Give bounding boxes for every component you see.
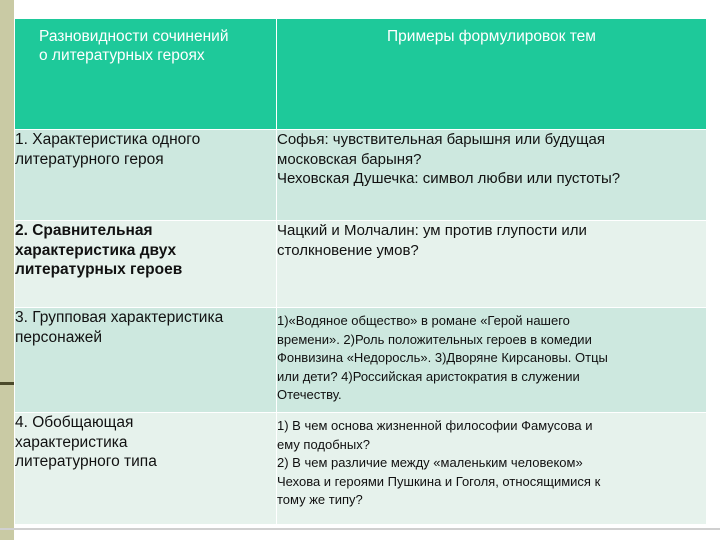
topic-examples-cell bbox=[277, 308, 707, 413]
cell-line: 2) В чем различие между «маленьким человеком» bbox=[277, 455, 583, 470]
table-row bbox=[15, 308, 707, 413]
decorative-bottom-line bbox=[0, 528, 720, 530]
topic-examples-cell bbox=[277, 413, 707, 525]
decorative-strip-line bbox=[0, 382, 14, 385]
table-row bbox=[15, 221, 707, 308]
essay-types-table bbox=[14, 18, 707, 525]
cell-line: литературного типа bbox=[15, 453, 157, 470]
decorative-side-strip bbox=[0, 0, 14, 540]
table-row bbox=[15, 130, 707, 221]
essay-type-cell bbox=[15, 221, 277, 308]
topic-examples-cell bbox=[277, 221, 707, 308]
topic-examples-cell bbox=[277, 130, 707, 221]
cell-line: Софья: чувствительная барышня или будущая bbox=[277, 131, 605, 148]
cell-line: Чеховская Душечка: символ любви или пустоты? bbox=[277, 170, 621, 187]
cell-line: Чехова и героями Пушкина и Гоголя, относящимися к bbox=[277, 473, 601, 489]
cell-line: тому же типу? bbox=[277, 492, 363, 507]
cell-line: Чацкий и Молчалин: ум против глупости или bbox=[277, 222, 587, 239]
cell-line: характеристика bbox=[15, 433, 128, 451]
cell-line: 1) В чем основа жизненной философии Фамусова и bbox=[277, 418, 593, 433]
cell-line: 2. Сравнительная bbox=[15, 222, 153, 239]
cell-line: ему подобных? bbox=[277, 436, 370, 452]
essay-type-cell bbox=[15, 308, 277, 413]
cell-line: литературного героя bbox=[15, 150, 164, 168]
table-header-row bbox=[15, 19, 707, 130]
header-essay-types bbox=[15, 19, 277, 130]
table-row bbox=[15, 413, 707, 525]
essay-type-cell bbox=[15, 413, 277, 525]
cell-line: характеристика двух bbox=[15, 241, 177, 259]
cell-line: персонажей bbox=[15, 328, 103, 346]
header-line: Разновидности сочинений bbox=[39, 28, 229, 45]
header-topic-examples: Примеры формулировок тем bbox=[277, 19, 707, 130]
cell-line: 1)«Водяное общество» в романе «Герой нашего bbox=[277, 313, 570, 328]
essay-type-cell bbox=[15, 130, 277, 221]
cell-line: литературных героев bbox=[15, 261, 183, 278]
cell-line: 4. Обобщающая bbox=[15, 414, 134, 431]
header-line: о литературных героях bbox=[39, 47, 205, 64]
cell-line: 3. Групповая характеристика bbox=[15, 309, 224, 326]
cell-line: столкновение умов? bbox=[277, 241, 419, 259]
cell-line: 1. Характеристика одного bbox=[15, 131, 201, 148]
cell-line: московская барыня? bbox=[277, 150, 422, 168]
cell-line: или дети? 4)Российская аристократия в служении bbox=[277, 368, 580, 384]
cell-line: Фонвизина «Недоросль». 3)Дворяне Кирсановы. Отцы bbox=[277, 350, 608, 365]
cell-line: Отечеству. bbox=[277, 387, 342, 402]
cell-line: времени». 2)Роль положительных героев в комедии bbox=[277, 331, 592, 347]
